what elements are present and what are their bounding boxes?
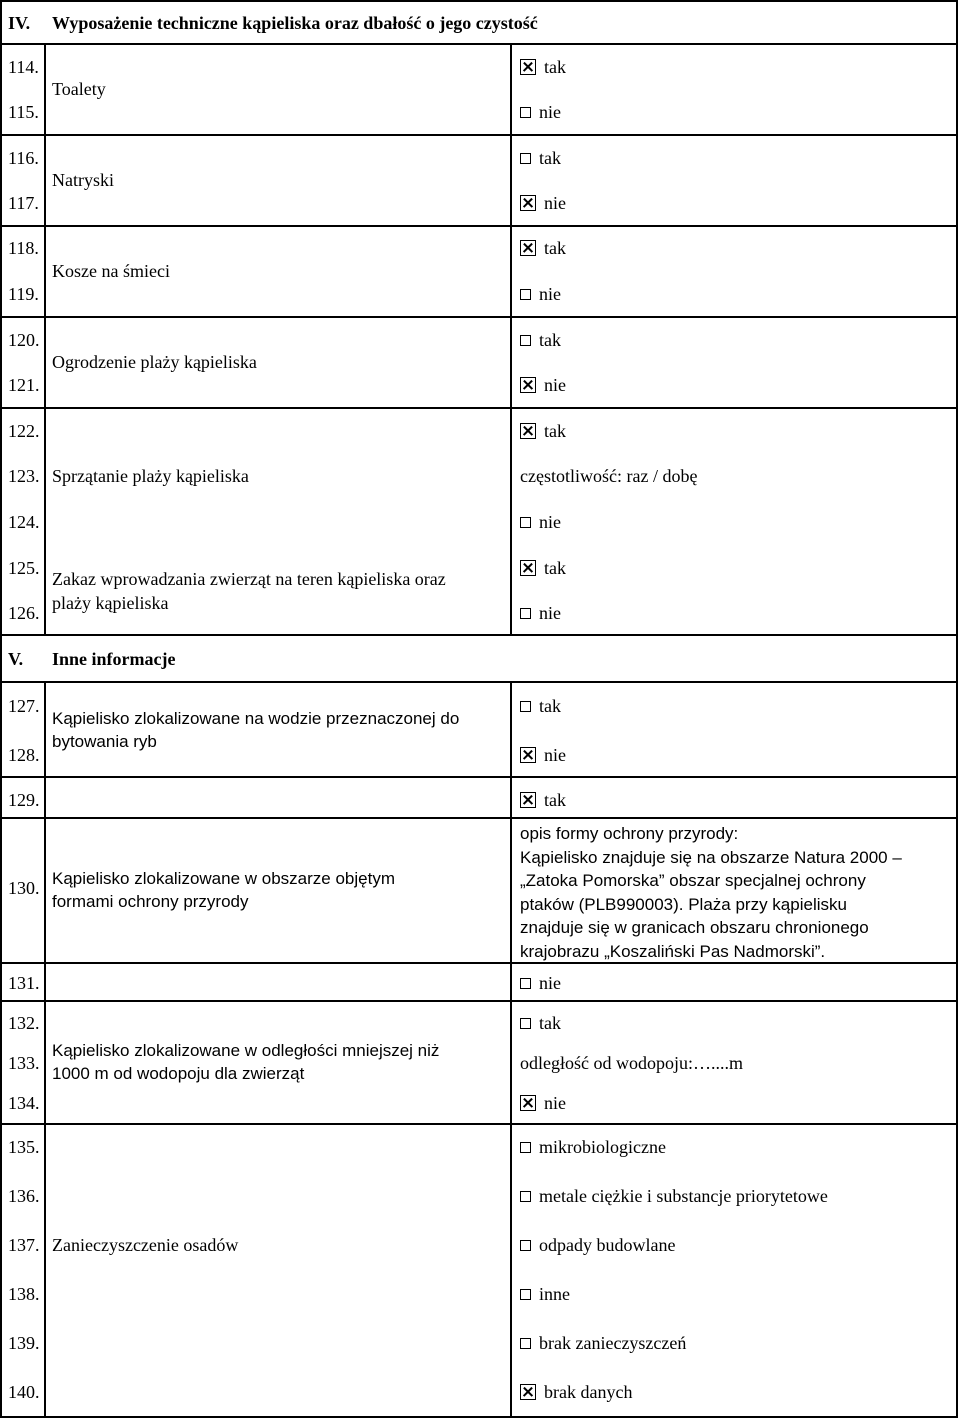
row-label: Kosze na śmieci — [52, 261, 170, 281]
checkbox-checked-icon[interactable] — [520, 377, 536, 393]
row-label: Kąpielisko zlokalizowane w obszarze objętym — [52, 869, 395, 888]
option-123 — [520, 465, 697, 487]
checkbox-checked-icon[interactable] — [520, 1384, 536, 1400]
row-number: 133. — [8, 1053, 40, 1073]
checkbox-empty-icon[interactable] — [520, 701, 531, 712]
option-122[interactable] — [520, 420, 566, 442]
option-133 — [520, 1052, 743, 1074]
option-label: nie — [539, 102, 561, 122]
row-number: 119. — [8, 284, 39, 304]
option-label: częstotliwość: raz / dobę — [520, 466, 698, 486]
row-number: 123. — [8, 466, 40, 486]
section-number: V. — [8, 649, 24, 669]
row-number: 114. — [8, 57, 39, 77]
row-label: Sprzątanie plaży kąpieliska — [52, 466, 249, 486]
option-138[interactable] — [520, 1283, 570, 1305]
row-label: plaży kąpieliska — [52, 593, 169, 613]
row-label: Kąpielisko zlokalizowane w odległości mniejszej niż — [52, 1041, 440, 1060]
option-124[interactable] — [520, 511, 561, 533]
checkbox-checked-icon[interactable] — [520, 560, 536, 576]
option-135[interactable] — [520, 1136, 666, 1158]
option-label: tak — [539, 148, 561, 168]
option-132[interactable] — [520, 1012, 561, 1034]
option-label: tak — [539, 330, 561, 350]
option-131[interactable] — [520, 972, 561, 994]
protection-description-line: Kąpielisko znajduje się na obszarze Natura 2000 – — [520, 847, 902, 867]
option-label: nie — [539, 284, 561, 304]
option-129[interactable] — [520, 789, 566, 811]
checkbox-checked-icon[interactable] — [520, 747, 536, 763]
row-number: 126. — [8, 603, 40, 623]
row-number: 116. — [8, 148, 39, 168]
row-number: 115. — [8, 102, 39, 122]
row-label: Kąpielisko zlokalizowane na wodzie przeznaczonej do — [52, 709, 460, 728]
option-134[interactable] — [520, 1092, 566, 1114]
checkbox-checked-icon[interactable] — [520, 240, 536, 256]
row-number: 140. — [8, 1382, 40, 1402]
option-117[interactable] — [520, 192, 566, 214]
checkbox-empty-icon[interactable] — [520, 517, 531, 528]
option-label: tak — [544, 57, 566, 77]
row-label: bytowania ryb — [52, 732, 157, 751]
checkbox-empty-icon[interactable] — [520, 1338, 531, 1349]
option-label: brak zanieczyszczeń — [539, 1333, 687, 1353]
section-title: Inne informacje — [52, 649, 176, 669]
row-number: 128. — [8, 745, 40, 765]
section-title: Wyposażenie techniczne kąpieliska oraz dbałość o jego czystość — [52, 13, 538, 33]
checkbox-checked-icon[interactable] — [520, 423, 536, 439]
row-number: 124. — [8, 512, 40, 532]
row-label: Ogrodzenie plaży kąpieliska — [52, 352, 257, 372]
option-115[interactable] — [520, 101, 561, 123]
row-number: 125. — [8, 558, 40, 578]
checkbox-empty-icon[interactable] — [520, 608, 531, 619]
option-label: odpady budowlane — [539, 1235, 676, 1255]
option-label: nie — [544, 745, 566, 765]
row-number: 138. — [8, 1284, 40, 1304]
row-number: 131. — [8, 973, 40, 993]
option-label: tak — [539, 696, 561, 716]
row-number: 120. — [8, 330, 40, 350]
option-label: nie — [544, 193, 566, 213]
option-label: tak — [544, 790, 566, 810]
row-number: 118. — [8, 238, 39, 258]
option-label: metale ciężkie i substancje priorytetowe — [539, 1186, 828, 1206]
checkbox-empty-icon[interactable] — [520, 289, 531, 300]
option-136[interactable] — [520, 1185, 828, 1207]
row-number: 130. — [8, 878, 40, 898]
option-114[interactable] — [520, 56, 566, 78]
protection-description-line: znajduje się w granicach obszaru chronionego — [520, 918, 869, 937]
checkbox-checked-icon[interactable] — [520, 1095, 536, 1111]
row-number: 134. — [8, 1093, 40, 1113]
row-label: Zanieczyszczenie osadów — [52, 1235, 239, 1255]
checkbox-empty-icon[interactable] — [520, 1191, 531, 1202]
checkbox-empty-icon[interactable] — [520, 978, 531, 989]
option-label: mikrobiologiczne — [539, 1137, 666, 1157]
row-number: 135. — [8, 1137, 40, 1157]
protection-description-line: ptaków (PLB990003). Plaża przy kąpielisku — [520, 894, 847, 914]
option-119[interactable] — [520, 283, 561, 305]
checkbox-empty-icon[interactable] — [520, 1289, 531, 1300]
option-120[interactable] — [520, 329, 561, 351]
option-label: nie — [544, 1093, 566, 1113]
option-118[interactable] — [520, 237, 566, 259]
section-number: IV. — [8, 13, 31, 33]
option-139[interactable] — [520, 1332, 686, 1354]
option-label: tak — [539, 1013, 561, 1033]
checkbox-empty-icon[interactable] — [520, 1142, 531, 1153]
option-140[interactable] — [520, 1381, 632, 1403]
option-label: nie — [544, 375, 566, 395]
row-label: formami ochrony przyrody — [52, 892, 249, 911]
protection-description-line: opis formy ochrony przyrody: — [520, 824, 739, 843]
row-label: Natryski — [52, 170, 114, 190]
option-label: brak danych — [544, 1382, 633, 1402]
option-label: nie — [539, 512, 561, 532]
option-128[interactable] — [520, 744, 566, 766]
option-label: tak — [544, 558, 566, 578]
row-label: 1000 m od wodopoju dla zwierząt — [52, 1064, 305, 1083]
option-127[interactable] — [520, 695, 561, 717]
checkbox-empty-icon[interactable] — [520, 107, 531, 118]
option-125[interactable] — [520, 557, 566, 579]
option-label: tak — [544, 421, 566, 441]
row-number: 132. — [8, 1013, 40, 1033]
row-number: 127. — [8, 696, 40, 716]
option-116[interactable] — [520, 147, 561, 169]
checkbox-checked-icon[interactable] — [520, 792, 536, 808]
checkbox-empty-icon[interactable] — [520, 1240, 531, 1251]
checkbox-empty-icon[interactable] — [520, 153, 531, 164]
option-label: tak — [544, 238, 566, 258]
option-label: nie — [539, 603, 561, 623]
checkbox-empty-icon[interactable] — [520, 1018, 531, 1029]
row-number: 139. — [8, 1333, 40, 1353]
row-number: 136. — [8, 1186, 40, 1206]
row-label: Toalety — [52, 79, 106, 99]
option-137[interactable] — [520, 1234, 675, 1256]
protection-description-line: „Zatoka Pomorska” obszar specjalnej ochrony — [520, 871, 866, 890]
row-number: 122. — [8, 421, 40, 441]
row-number: 117. — [8, 193, 39, 213]
checkbox-empty-icon[interactable] — [520, 335, 531, 346]
row-label: Zakaz wprowadzania zwierząt na teren kąpieliska oraz — [52, 569, 446, 589]
row-number: 129. — [8, 790, 40, 810]
row-number: 137. — [8, 1235, 40, 1255]
option-label: nie — [539, 973, 561, 993]
option-label: odległość od wodopoju:…....m — [520, 1053, 743, 1073]
checkbox-checked-icon[interactable] — [520, 59, 536, 75]
option-121[interactable] — [520, 374, 566, 396]
row-number: 121. — [8, 375, 40, 395]
protection-description-line: krajobrazu „Koszaliński Pas Nadmorski”. — [520, 941, 826, 961]
option-126[interactable] — [520, 602, 561, 624]
option-label: inne — [539, 1284, 570, 1304]
checkbox-checked-icon[interactable] — [520, 195, 536, 211]
